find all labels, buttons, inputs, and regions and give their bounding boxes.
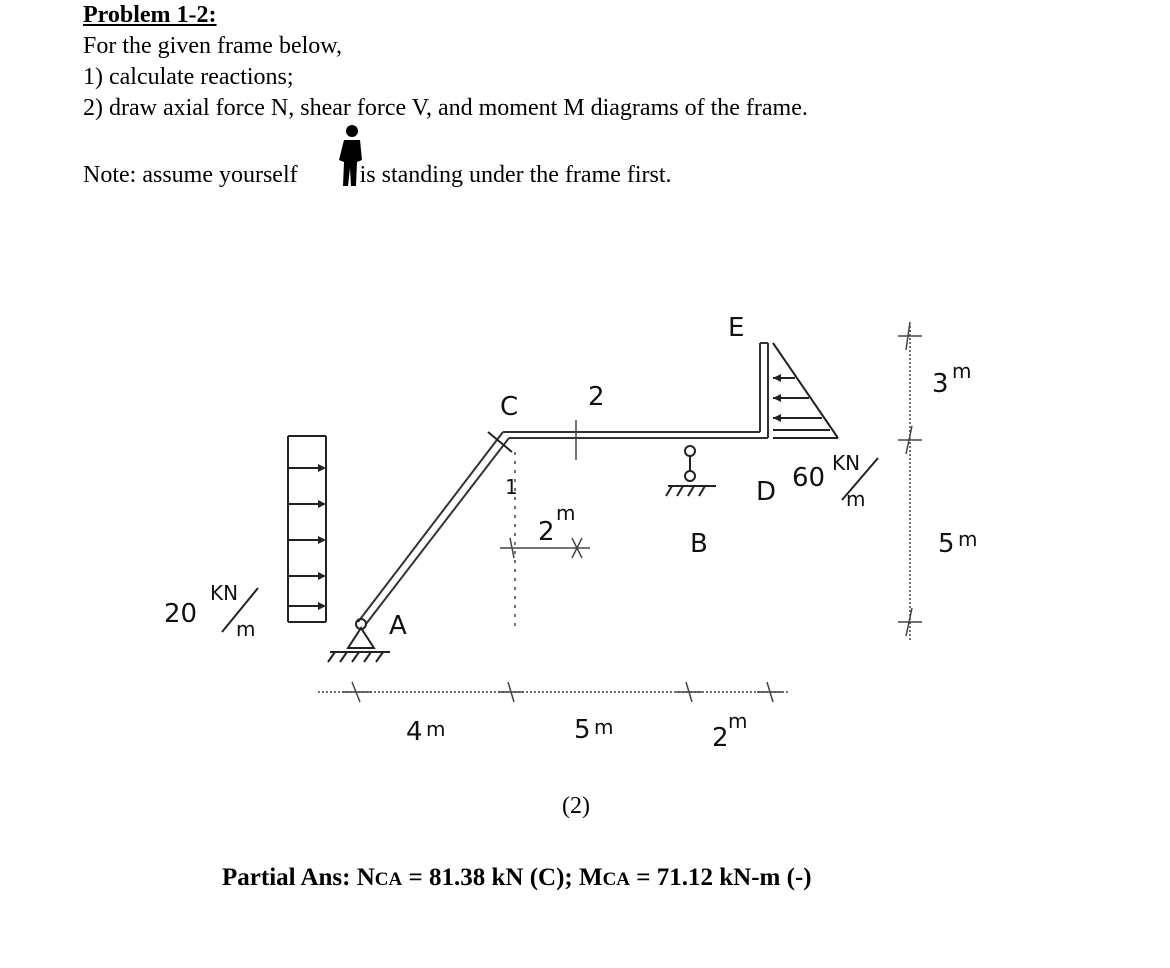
problem-intro: For the given frame below,	[83, 33, 343, 59]
dim-top-span: 2	[588, 382, 605, 412]
note-before: Note: assume yourself	[83, 162, 298, 188]
problem-title: Problem 1-2:	[83, 2, 217, 28]
label-d: D	[756, 477, 777, 507]
dim-mid-span: 2	[538, 517, 555, 547]
left-distributed-load	[288, 436, 326, 622]
left-load-arrowheads	[318, 464, 326, 610]
dim-right-top: 3	[932, 369, 949, 399]
label-b: B	[690, 529, 708, 559]
task-item-1: 1) calculate reactions;	[83, 64, 294, 90]
note-after: is standing under the frame first.	[359, 162, 672, 188]
dimension-lines	[318, 322, 922, 702]
dim-slope-ratio: 1	[505, 475, 518, 499]
support-a-pin	[328, 619, 390, 662]
task-item-2: 2) draw axial force N, shear force V, and moment M diagrams of the frame.	[83, 95, 808, 121]
dim-bottom-left-unit: m	[426, 717, 446, 741]
dim-bottom-mid: 5	[574, 715, 591, 745]
left-load-value: 20	[164, 599, 198, 629]
triangular-load-arrowheads	[773, 374, 781, 422]
dim-right-bottom: 5	[938, 529, 955, 559]
dim-mid-span-unit: m	[556, 501, 576, 525]
dim-right-bottom-unit: m	[958, 527, 978, 551]
label-c: C	[500, 392, 519, 422]
label-a: A	[389, 611, 407, 641]
dim-right-top-unit: m	[952, 359, 972, 383]
answer-n-sub: CA	[374, 869, 403, 890]
frame-members	[358, 343, 768, 624]
left-load-unit-top: KN	[210, 581, 239, 605]
answer-m-sub: CA	[602, 869, 631, 890]
tri-load-unit-bottom: m	[846, 487, 866, 511]
support-b-link	[666, 446, 716, 496]
label-e: E	[728, 313, 745, 343]
left-load-unit-bottom: m	[236, 617, 256, 641]
dim-bottom-right: 2	[712, 723, 729, 753]
answer-n-value: = 81.38 kN (C); M	[402, 864, 603, 891]
standing-person-icon	[339, 125, 362, 186]
triangular-load	[773, 343, 838, 438]
figure-number: (2)	[562, 793, 590, 819]
partial-answer	[222, 864, 812, 892]
answer-m-value: = 71.12 kN-m (-)	[630, 864, 812, 891]
tri-load-unit-top: KN	[832, 451, 861, 475]
tri-load-value: 60	[792, 463, 826, 493]
answer-prefix: Partial Ans: N	[222, 864, 375, 891]
dim-bottom-left: 4	[406, 717, 423, 747]
dim-bottom-mid-unit: m	[594, 715, 614, 739]
dim-bottom-right-unit: m	[728, 709, 748, 733]
